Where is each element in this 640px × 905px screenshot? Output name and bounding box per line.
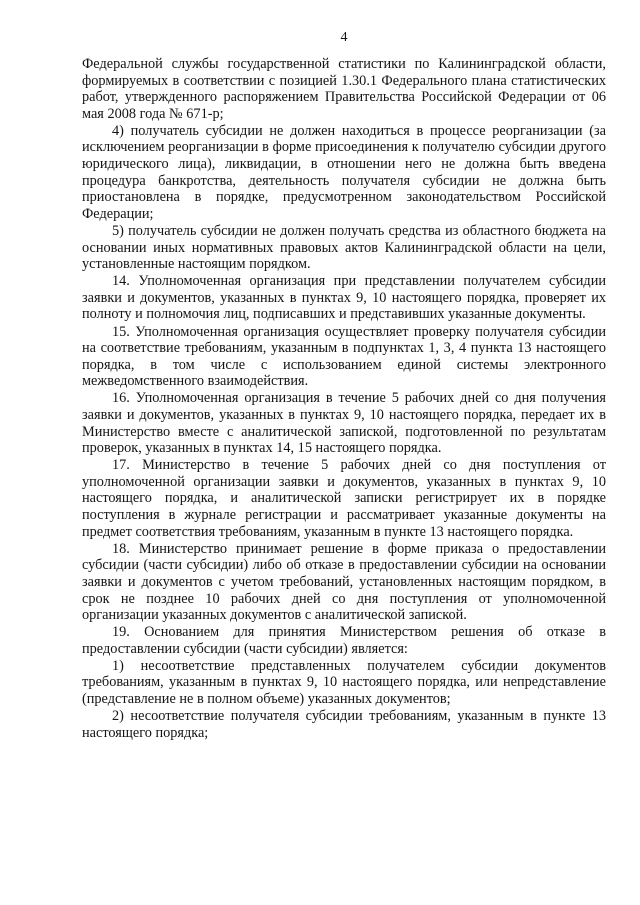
paragraph-clause-17: 17. Министерство в течение 5 рабочих дней со дня поступления от уполномоченной организации заявки и документов, указанных в пунктах 9, 10 настоящего порядка, и аналитической записки регистрирует их в порядке поступления в журнале регистрации и рассматривает указанные документы на предмет соответствия требованиям, указанным в пункте 13 настоящего порядка. xyxy=(82,457,606,540)
paragraph-clause-18: 18. Министерство принимает решение в форме приказа о предоставлении субсидии (части субсидии) либо об отказе в предоставлении субсидии на основании заявки и документов с учетом требований, установленных настоящим порядком, в срок не позднее 10 рабочих дней со дня поступления от уполномоченной организации указанных документов с аналитической запиской. xyxy=(82,540,606,624)
page-number: 4 xyxy=(340,30,348,45)
paragraph-item-5: 5) получатель субсидии не должен получать средства из областного бюджета на основании иных нормативных правовых актов Калининградской области на цели, установленные настоящим порядком. xyxy=(82,222,606,273)
paragraph-clause-14: 14. Уполномоченная организация при представлении получателем субсидии заявки и документов, указанных в пунктах 9, 10 настоящего порядка, проверяет их полноту и полномочия лиц, подписавших и представивших указанные документы. xyxy=(82,273,606,323)
paragraph-clause-19: 19. Основанием для принятия Министерством решения об отказе в предоставлении субсидии (части субсидии) является: xyxy=(82,624,606,657)
paragraph-continuation: Федеральной службы государственной статистики по Калининградской области, формируемых в соответствии с позицией 1.30.1 Федерального плана статистических работ, утвержденного распоряжением Правительства Российской Федерации от 06 мая 2008 года № 671-р; xyxy=(82,56,606,122)
paragraph-clause-15: 15. Уполномоченная организация осуществляет проверку получателя субсидии на соответствие требованиям, указанным в подпунктах 1, 3, 4 пункта 13 настоящего порядка, в том числе с использованием единой системы электронного межведомственного взаимодействия. xyxy=(82,323,606,390)
paragraph-clause-16: 16. Уполномоченная организация в течение 5 рабочих дней со дня получения заявки и документов, указанных в пунктах 9, 10 настоящего порядка, передает их в Министерство вместе с аналитической запиской, подготовленной по результатам проверок, указанных в пунктах 14, 15 настоящего порядка. xyxy=(82,390,606,457)
paragraph-subitem-2: 2) несоответствие получателя субсидии требованиям, указанным в пункте 13 настоящего порядка; xyxy=(82,708,606,741)
paragraph-subitem-1: 1) несоответствие представленных получателем субсидии документов требованиям, указанным в пунктах 9, 10 настоящего порядка, или непредставление (представление не в полном объеме) указанных документов; xyxy=(82,657,606,708)
paragraph-item-4: 4) получатель субсидии не должен находиться в процессе реорганизации (за исключением реорганизации в форме присоединения к получателю субсидии другого юридического лица), ликвидации, в отношении него не должна быть введена процедура банкротства, деятельность получателя субсидии не должна быть приостановлена в порядке, предусмотренном законодательством Российской Федерации; xyxy=(82,122,606,222)
